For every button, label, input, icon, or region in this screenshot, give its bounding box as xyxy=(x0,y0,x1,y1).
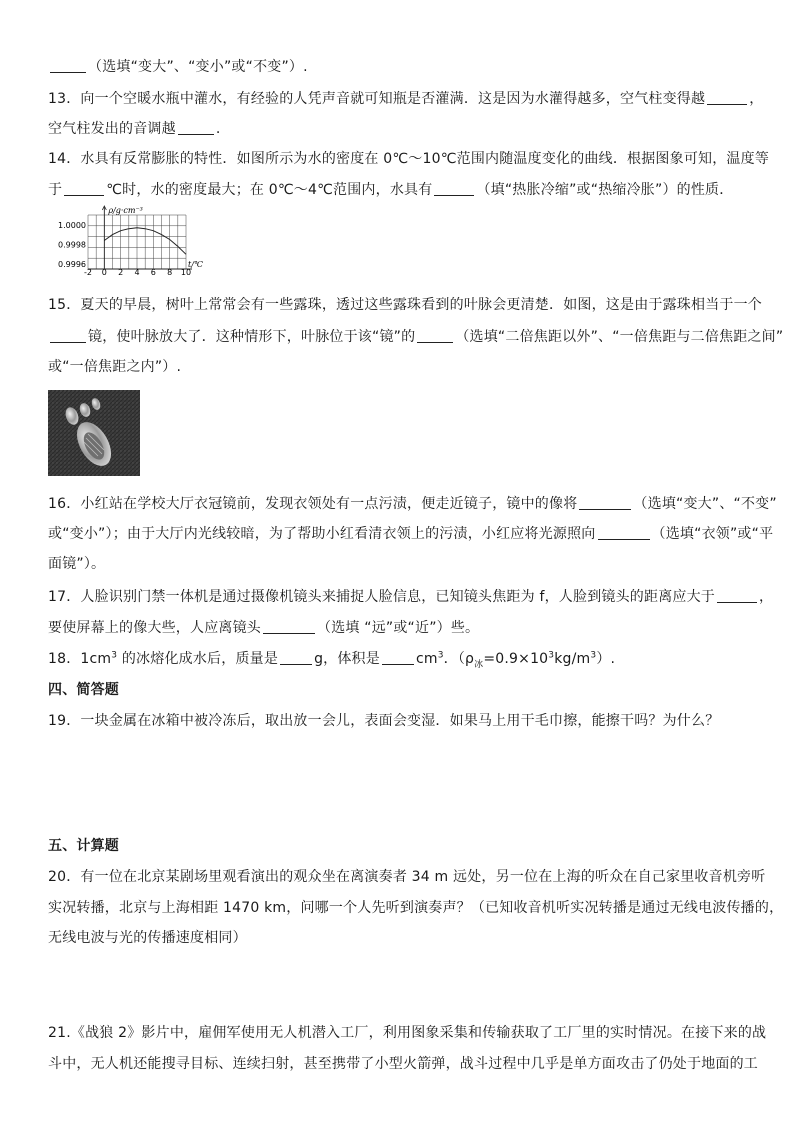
answer-blank[interactable] xyxy=(178,120,214,135)
text: 于 xyxy=(48,182,63,198)
x-tick-label: -2 xyxy=(84,268,92,275)
chart-axes xyxy=(88,206,192,269)
answer-blank[interactable] xyxy=(707,90,747,105)
question-17-line-2 xyxy=(48,619,479,637)
text: ．（ρ xyxy=(443,651,475,667)
text: kg/m xyxy=(554,651,591,667)
density-temperature-chart xyxy=(44,205,214,275)
answer-blank[interactable] xyxy=(280,650,312,665)
question-18 xyxy=(48,650,615,668)
text: 镜，使叶脉放大了．这种情形下，叶脉位于该“镜”的 xyxy=(88,329,416,345)
prev-question-tail xyxy=(48,58,308,76)
text: 或“一倍焦距之内”）. xyxy=(48,359,182,375)
text: 14．水具有反常膨胀的特性．如图所示为水的密度在 0℃～10℃范围内随温度变化的曲线．根据图象可知，温度等 xyxy=(48,151,770,167)
y-tick-label: 1.0000 xyxy=(58,220,86,230)
answer-blank[interactable] xyxy=(50,328,86,343)
text: g，体积是 xyxy=(314,651,380,667)
answer-blank[interactable] xyxy=(64,181,104,196)
text: （选填“二倍焦距以外”、“一倍焦距与二倍焦距之间” xyxy=(455,329,784,345)
y-tick-label: 0.9998 xyxy=(58,240,86,250)
dew-drop-leaf-photo xyxy=(48,390,140,476)
text: 面镜”）。 xyxy=(48,556,106,572)
superscript: 3 xyxy=(590,650,597,661)
answer-blank[interactable] xyxy=(263,619,315,634)
question-13-line-1 xyxy=(48,90,763,108)
text: （选填 “远”或“近”）些。 xyxy=(317,620,480,636)
text: （选填“衣领”或“平 xyxy=(651,526,774,542)
text: 要使屏幕上的像大些，人应离镜头 xyxy=(48,620,261,636)
text: 15．夏天的早晨，树叶上常常会有一些露珠，透过这些露珠看到的叶脉会更清楚．如图，这是由于露珠相当于一个 xyxy=(48,297,763,313)
text: cm xyxy=(415,651,438,667)
chart-ticks xyxy=(58,221,191,275)
text: =0.9×10 xyxy=(483,651,549,667)
chart-grid xyxy=(88,215,186,269)
x-tick-label: 8 xyxy=(167,268,173,275)
question-14-line-1 xyxy=(48,150,769,168)
x-axis-label: t/℃ xyxy=(188,260,203,269)
question-16-line-3 xyxy=(48,555,105,573)
answer-blank[interactable] xyxy=(382,650,414,665)
text: （填“热胀冷缩”或“热缩冷胀”）的性质． xyxy=(476,182,734,198)
question-19: 19．一块金属在冰箱中被冷冻后，取出放一会儿，表面会变湿．如果马上用干毛巾擦，能擦干吗？为什么？ xyxy=(48,713,720,729)
x-tick-label: 2 xyxy=(118,268,124,275)
text: ）. xyxy=(596,651,616,667)
question-21-line-2: 斗中，无人机还能搜寻目标、连续扫射，甚至携带了小型火箭弹，战斗过程中几乎是单方面攻击了仍处于地面的工 xyxy=(48,1056,758,1072)
question-21-line-1: 21.《战狼 2》影片中，雇佣军使用无人机潜入工厂，利用图象采集和传输获取了工厂里的实时情况。在接下来的战 xyxy=(48,1025,767,1041)
question-16-line-2 xyxy=(48,525,773,543)
x-tick-label: 6 xyxy=(150,268,156,275)
question-20-line-1: 20．有一位在北京某剧场里观看演出的观众坐在离演奏者 34 m 远处，另一位在上海的听众在自己家里收音机旁听 xyxy=(48,869,766,885)
text: 空气柱发出的音调越 xyxy=(48,121,176,137)
answer-blank[interactable] xyxy=(717,588,757,603)
text: （选填“变大”、“变小”或“不变”）. xyxy=(88,59,308,75)
answer-blank[interactable] xyxy=(417,328,453,343)
question-13-line-2 xyxy=(48,120,220,138)
question-15-line-1 xyxy=(48,296,762,314)
question-20-line-3: 无线电波与光的传播速度相同） xyxy=(48,930,247,946)
superscript: 3 xyxy=(437,650,444,661)
superscript: 3 xyxy=(111,650,118,661)
answer-blank[interactable] xyxy=(579,495,631,510)
text: 17．人脸识别门禁一体机是通过摄像机镜头来捕捉人脸信息，已知镜头焦距为 f，人脸到镜头的距离应大于 xyxy=(48,589,715,605)
text: 的冰熔化成水后，质量是 xyxy=(117,651,279,667)
question-16-line-1 xyxy=(48,495,777,513)
text: 或“变小”）；由于大厅内光线较暗，为了帮助小红看清衣领上的污渍，小红应将光源照向 xyxy=(48,526,596,542)
section-heading-5: 五、计算题 xyxy=(48,838,119,854)
question-15-line-3 xyxy=(48,358,181,376)
text: ， xyxy=(749,91,764,107)
answer-blank[interactable] xyxy=(50,58,86,73)
x-tick-label: 0 xyxy=(101,268,107,275)
answer-blank[interactable] xyxy=(434,181,474,196)
section-heading-4: 四、简答题 xyxy=(48,682,119,698)
text: . xyxy=(215,121,221,137)
question-15-line-2 xyxy=(48,328,783,346)
text: （选填“变大”、“不变” xyxy=(633,496,777,512)
x-tick-label: 10 xyxy=(180,268,192,275)
subscript: 冰 xyxy=(474,659,484,670)
x-tick-label: 4 xyxy=(134,268,140,275)
text: ， xyxy=(759,589,774,605)
y-axis-label: ρ/g·cm⁻³ xyxy=(108,206,143,215)
answer-blank[interactable] xyxy=(598,525,650,540)
question-14-line-2 xyxy=(48,181,733,199)
text: 18．1cm xyxy=(48,651,112,667)
y-tick-label: 0.9996 xyxy=(58,260,86,270)
text: 13．向一个空暖水瓶中灌水，有经验的人凭声音就可知瓶是否灌满．这是因为水灌得越多，空气柱变得越 xyxy=(48,91,706,107)
superscript: 3 xyxy=(548,650,555,661)
text: ℃时，水的密度最大；在 0℃～4℃范围内，水具有 xyxy=(106,182,433,198)
question-17-line-1 xyxy=(48,588,773,606)
text: 16．小红站在学校大厅衣冠镜前，发现衣领处有一点污渍，便走近镜子，镜中的像将 xyxy=(48,496,578,512)
question-20-line-2: 实况转播，北京与上海相距 1470 km，问哪一个人先听到演奏声？（已知收音机听实况转播是通过无线电波传播的， xyxy=(48,900,784,916)
